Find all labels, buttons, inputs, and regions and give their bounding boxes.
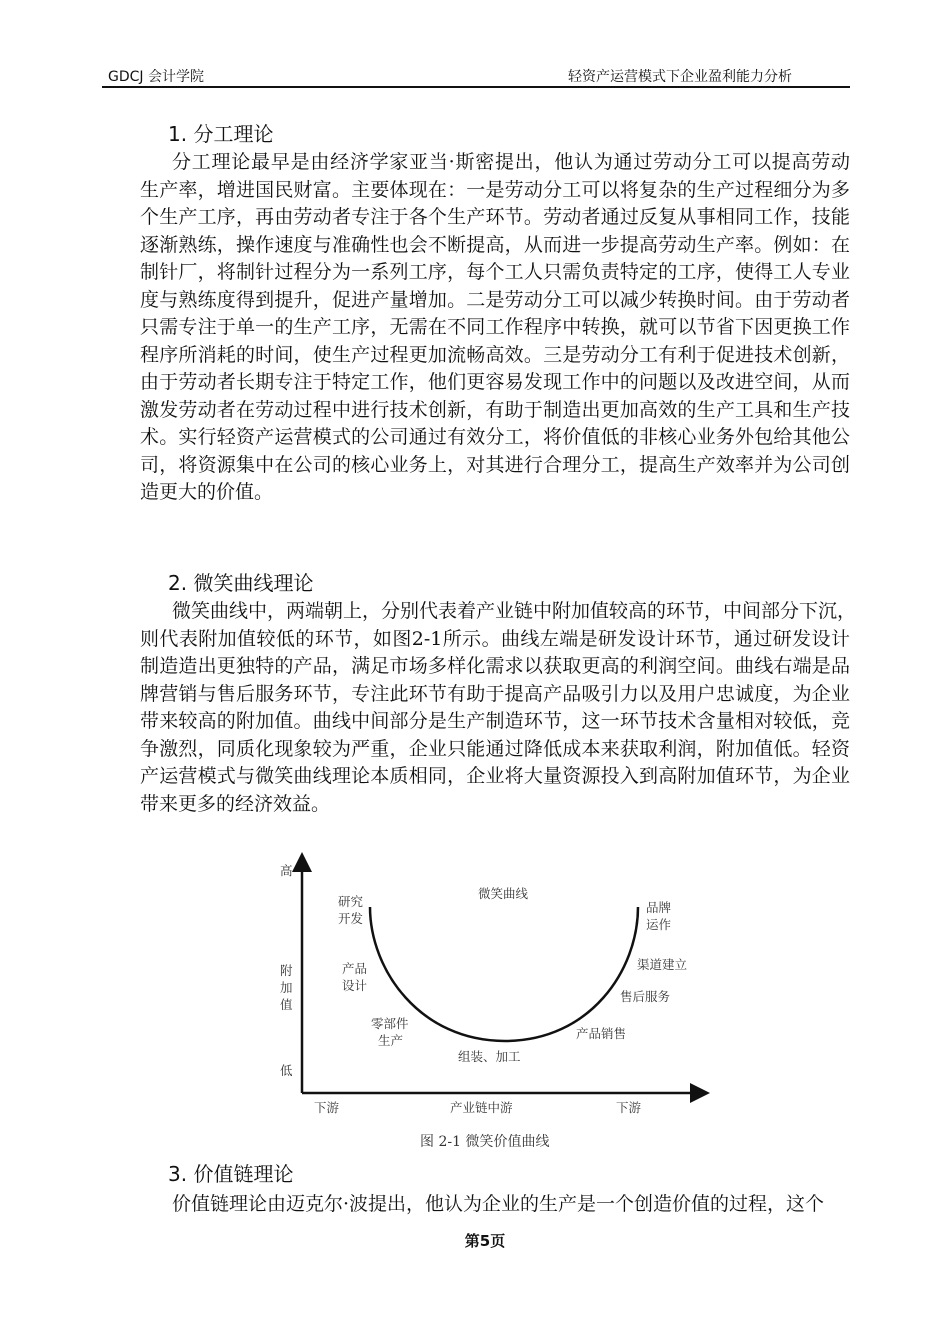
text-line: 激发劳动者在劳动过程中进行技术创新，有助于制造出更加高效的生产工具和生产技 (140, 398, 850, 421)
label-design-2: 设计 (342, 978, 368, 993)
y-axis-label-2: 加 (280, 980, 293, 995)
text-line: 价值链理论由迈克尔·波提出，他认为企业的生产是一个创造价值的过程，这个 (172, 1193, 825, 1215)
label-brand-2: 运作 (646, 917, 672, 932)
section-heading-3: 3. 价值链理论 (168, 1162, 294, 1186)
text-line: 带来较高的附加值。曲线中间部分是生产制造环节，这一环节技术含量相对较低，竞 (140, 710, 850, 732)
text-line: 带来更多的经济效益。 (140, 792, 331, 815)
text-line: 生产率，增进国民财富。主要体现在：一是劳动分工可以将复杂的生产过程细分为多 (140, 178, 850, 201)
label-brand-1: 品牌 (646, 900, 672, 915)
text-line: 度与熟练度得到提升，促进产量增加。二是劳动分工可以减少转换时间。由于劳动者 (140, 288, 850, 311)
x-left-label: 下游 (314, 1100, 340, 1115)
label-parts-2: 生产 (378, 1033, 404, 1048)
y-axis-label-1: 附 (280, 963, 293, 978)
label-service: 售后服务 (620, 989, 671, 1004)
label-rd-2: 开发 (338, 911, 364, 926)
figure-title: 微笑曲线 (478, 886, 529, 901)
x-right-label: 下游 (616, 1100, 642, 1115)
paragraph-1 (140, 149, 850, 507)
text-line: 牌营销与售后服务环节，专注此环节有助于提高产品吸引力以及用户忠诚度，为企业 (140, 682, 850, 705)
text-line: 微笑曲线中，两端朝上，分别代表着产业链中附加值较高的环节，中间部分下沉， (172, 600, 857, 622)
smile-curve (370, 907, 638, 1041)
text-line: 产运营模式与微笑曲线理论本质相同，企业将大量资源投入到高附加值环节，为企业 (140, 765, 850, 787)
paragraph-2 (140, 598, 857, 818)
label-channel: 渠道建立 (637, 957, 688, 972)
figure-caption: 图 2-1 微笑价值曲线 (420, 1134, 550, 1150)
text-line: 司，将资源集中在公司的核心业务上，对其进行合理分工，提高生产效率并为公司创 (140, 453, 850, 476)
label-sales: 产品销售 (576, 1026, 627, 1041)
text-line: 逐渐熟练，操作速度与准确性也会不断提高，从而进一步提高劳动生产率。例如：在 (140, 233, 850, 256)
text-line: 分工理论最早是由经济学家亚当·斯密提出，他认为通过劳动分工可以提高劳动 (172, 151, 850, 173)
section-heading-1: 1. 分工理论 (168, 122, 274, 146)
text-line: 争激烈，同质化现象较为严重，企业只能通过降低成本来获取利润，附加值低。轻资 (140, 737, 850, 760)
text-line: 则代表附加值较低的环节，如图2-1所示。曲线左端是研发设计环节，通过研发设计 (140, 627, 850, 650)
section-heading-2: 2. 微笑曲线理论 (168, 571, 314, 595)
text-line: 制针厂，将制针过程分为一系列工序，每个工人只需负责特定的工序，使得工人专业 (140, 261, 850, 283)
header-right: 轻资产运营模式下企业盈利能力分析 (568, 69, 792, 85)
text-line: 制造造出更独特的产品，满足市场多样化需求以获取更高的利润空间。曲线右端是品 (140, 655, 850, 677)
smile-curve-figure (270, 850, 710, 1160)
label-design-1: 产品 (342, 961, 368, 976)
paragraph-3 (172, 1191, 850, 1219)
y-axis-label-3: 值 (280, 997, 293, 1012)
text-line: 造更大的价值。 (140, 481, 274, 503)
text-line: 术。实行轻资产运营模式的公司通过有效分工，将价值低的非核心业务外包给其他公 (140, 426, 850, 448)
label-assembly: 组装、加工 (458, 1049, 521, 1064)
text-line: 只需专注于单一的生产工序，无需在不同工作程序中转换，就可以节省下因更换工作 (140, 316, 850, 338)
label-parts-1: 零部件 (371, 1016, 409, 1031)
page-number: 第5页 (464, 1232, 506, 1250)
header-left: GDCJ 会计学院 (108, 69, 204, 85)
text-line: 由于劳动者长期专注于特定工作，他们更容易发现工作中的问题以及改进空间，从而 (140, 371, 850, 393)
y-low-label: 低 (280, 1063, 293, 1078)
y-high-label: 高 (280, 863, 293, 878)
text-line: 程序所消耗的时间，使生产过程更加流畅高效。三是劳动分工有利于促进技术创新， (140, 343, 850, 366)
label-rd-1: 研究 (338, 894, 364, 909)
x-mid-label: 产业链中游 (450, 1100, 513, 1115)
header-rule (102, 86, 850, 88)
text-line: 个生产工序，再由劳动者专注于各个生产环节。劳动者通过反复从事相同工作，技能 (140, 206, 850, 228)
